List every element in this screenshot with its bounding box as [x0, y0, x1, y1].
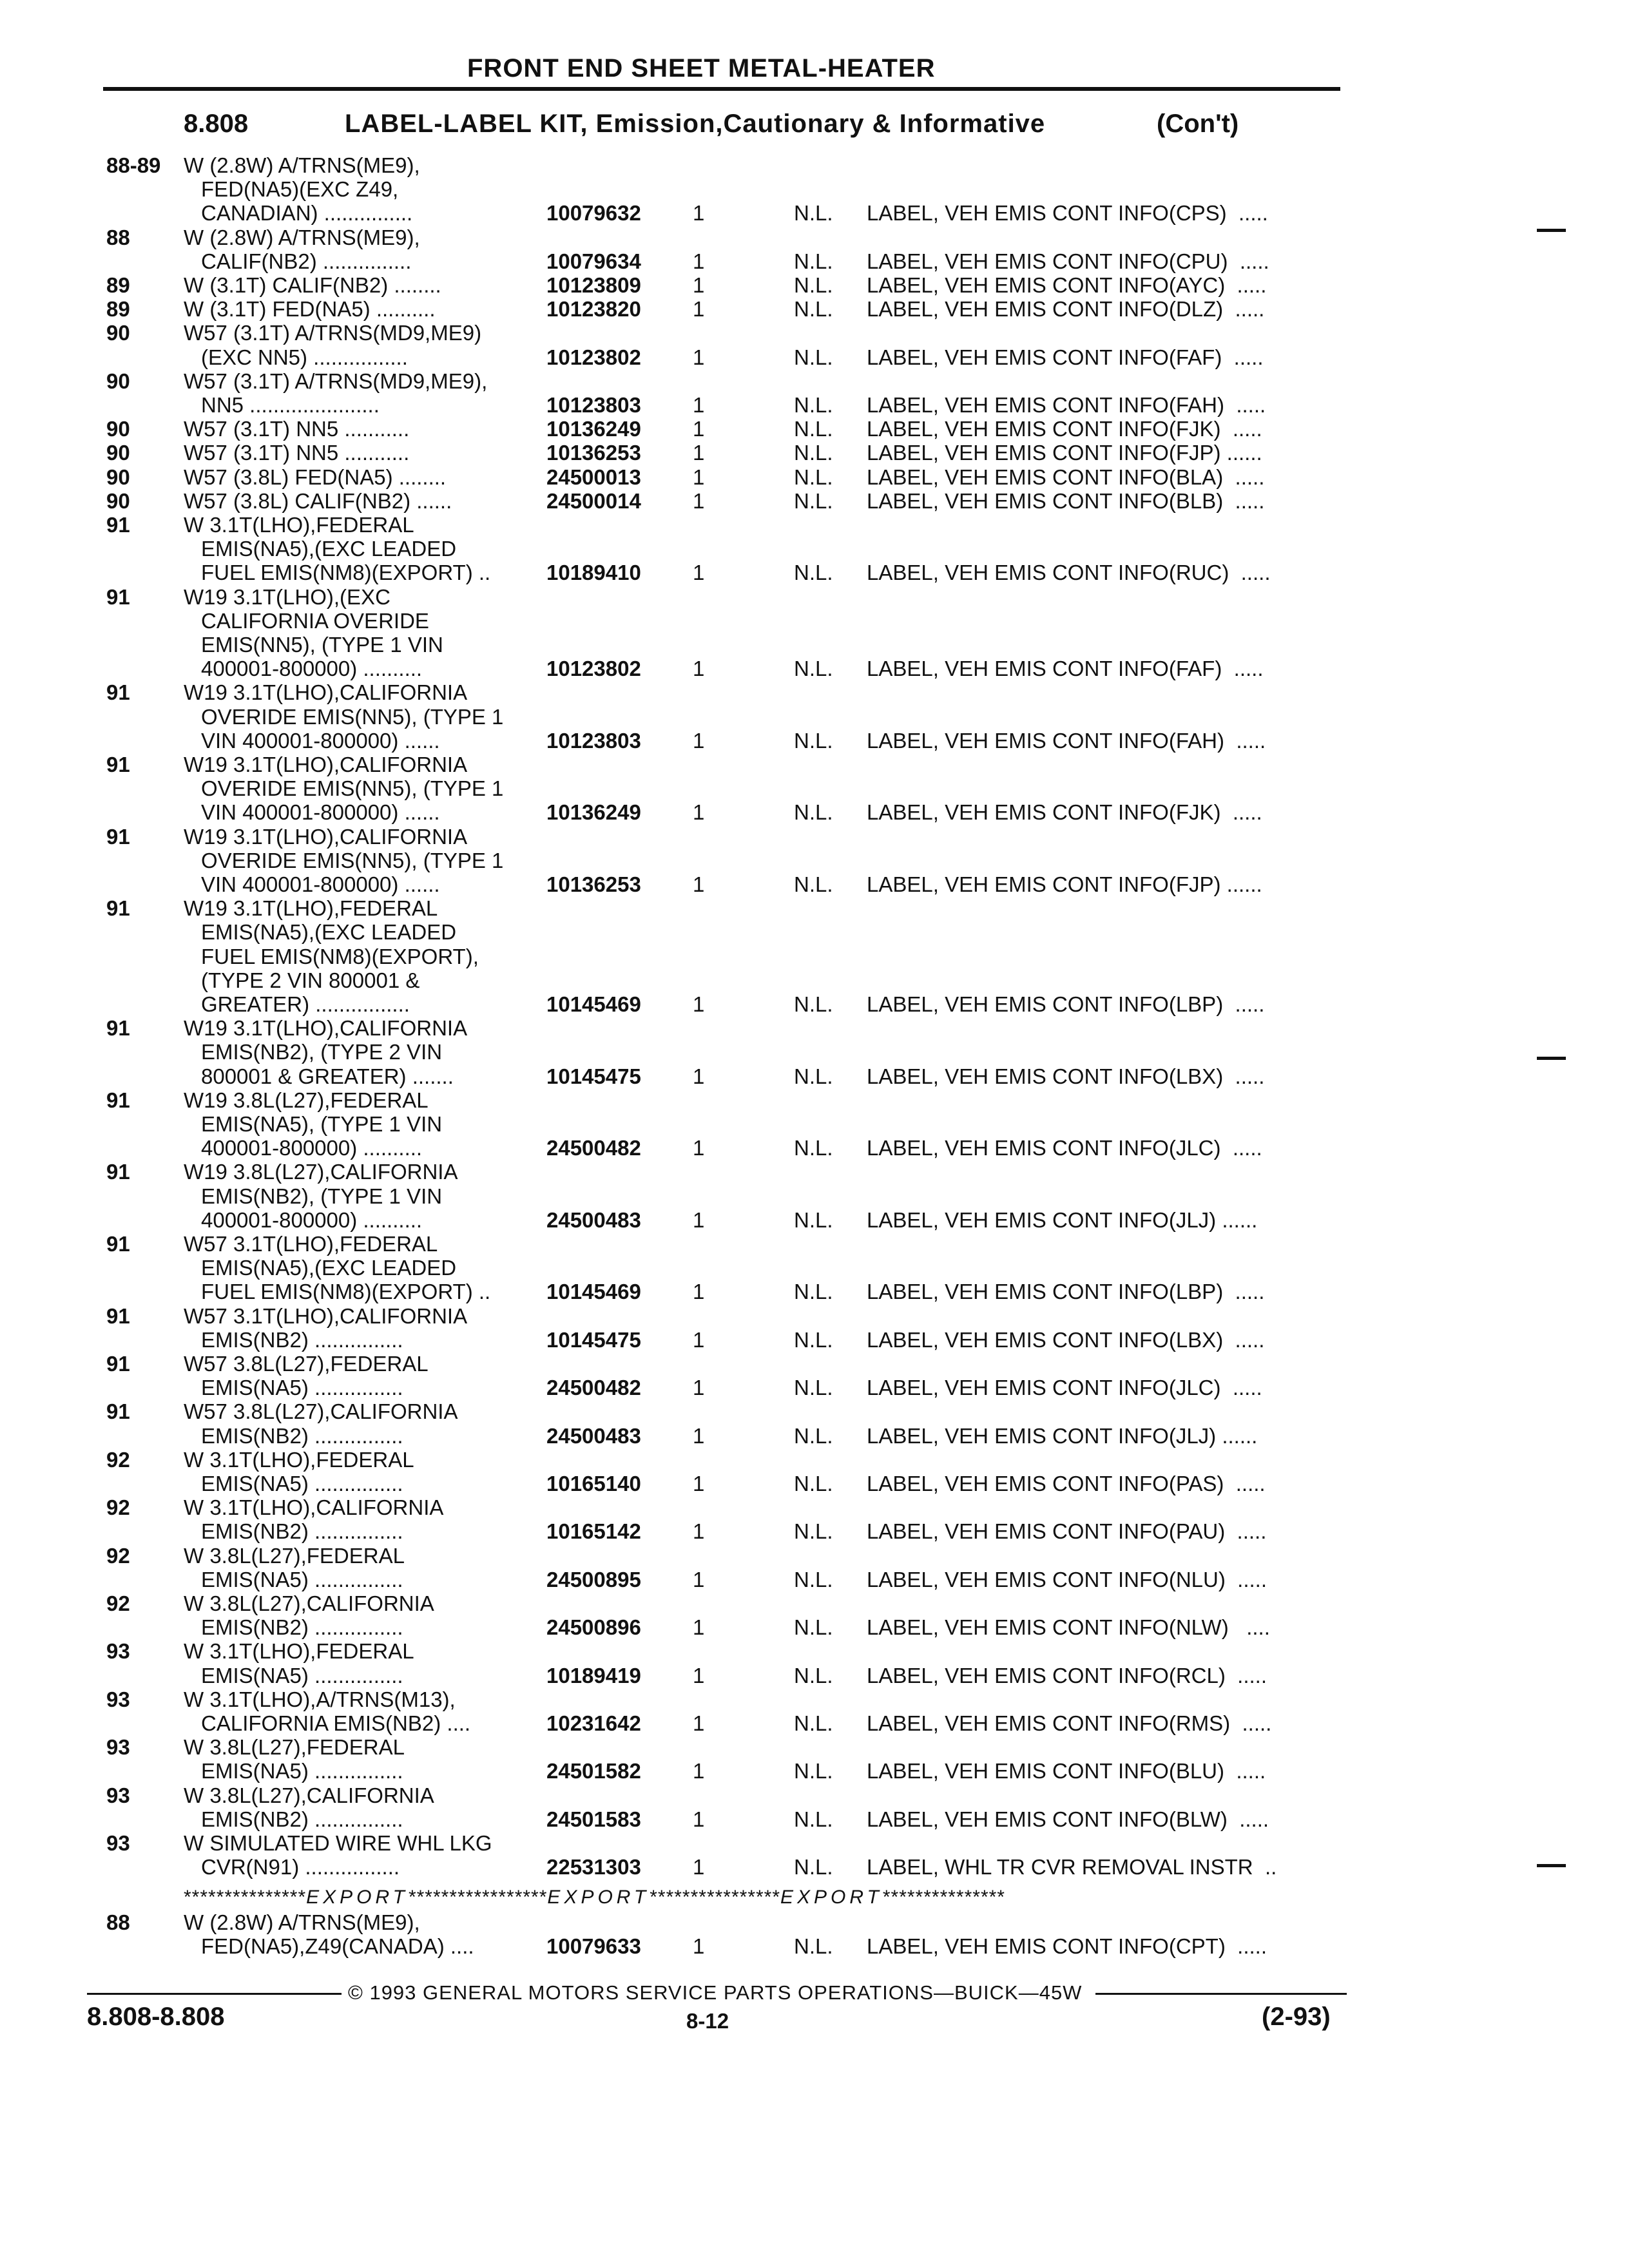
section-number: 8.808 [184, 110, 249, 138]
part-name: LABEL, VEH EMIS CONT INFO(JLC) ..... [867, 1376, 1262, 1400]
description-line: 800001 & GREATER) ....... [201, 1064, 454, 1088]
description-line: W57 (3.8L) CALIF(NB2) ...... [184, 488, 452, 513]
part-number: 10165140 [546, 1472, 641, 1495]
margin-mark [1537, 229, 1566, 232]
ref-code: N.L. [794, 1711, 833, 1735]
quantity: 1 [693, 1423, 705, 1448]
quantity: 1 [693, 728, 705, 753]
quantity: 1 [693, 273, 705, 297]
model-year: 91 [106, 1088, 130, 1112]
quantity: 1 [693, 1136, 705, 1160]
description-line: EMIS(NB2) ............... [201, 1615, 403, 1640]
ref-code: N.L. [794, 657, 833, 681]
quantity: 1 [693, 1759, 705, 1783]
part-number: 24501583 [546, 1807, 641, 1831]
margin-mark [1537, 1864, 1566, 1867]
description-line: W57 3.1T(LHO),CALIFORNIA [184, 1303, 468, 1328]
ref-code: N.L. [794, 992, 833, 1016]
part-name: LABEL, VEH EMIS CONT INFO(CPT) ..... [867, 1934, 1267, 1959]
part-number: 24500896 [546, 1615, 641, 1640]
part-name: LABEL, VEH EMIS CONT INFO(LBX) ..... [867, 1064, 1265, 1088]
description-line: EMIS(NA5) ............... [201, 1663, 403, 1687]
description-line: EMIS(NA5),(EXC LEADED [201, 920, 457, 945]
description-line: FED(NA5),Z49(CANADA) .... [201, 1934, 474, 1959]
part-number: 24500895 [546, 1567, 641, 1591]
model-year: 89 [106, 273, 130, 297]
model-year: 90 [106, 321, 130, 345]
description-line: W19 3.8L(L27),CALIFORNIA [184, 1160, 458, 1184]
ref-code: N.L. [794, 441, 833, 465]
part-name: LABEL, VEH EMIS CONT INFO(JLJ) ...... [867, 1423, 1258, 1448]
part-number: 10165142 [546, 1519, 641, 1544]
part-name: LABEL, VEH EMIS CONT INFO(LBP) ..... [867, 1280, 1265, 1304]
part-name: LABEL, VEH EMIS CONT INFO(PAS) ..... [867, 1472, 1266, 1495]
footer-rule-left [87, 1993, 342, 1995]
description-line: EMIS(NB2) ............... [201, 1519, 403, 1544]
ref-code: N.L. [794, 345, 833, 369]
model-year: 92 [106, 1591, 130, 1615]
model-year: 91 [106, 680, 130, 705]
description-line: W (2.8W) A/TRNS(ME9), [184, 225, 420, 249]
ref-code: N.L. [794, 201, 833, 226]
part-number: 10123802 [546, 345, 641, 369]
footer-rule-right [1095, 1993, 1347, 1995]
part-name: LABEL, VEH EMIS CONT INFO(FAF) ..... [867, 657, 1264, 681]
description-line: W57 (3.1T) A/TRNS(MD9,ME9) [184, 321, 482, 345]
ref-code: N.L. [794, 1327, 833, 1352]
model-year: 92 [106, 1447, 130, 1472]
quantity: 1 [693, 1934, 705, 1959]
description-line: W19 3.1T(LHO),FEDERAL [184, 896, 438, 921]
quantity: 1 [693, 1567, 705, 1591]
model-year: 93 [106, 1783, 130, 1807]
quantity: 1 [693, 297, 705, 322]
quantity: 1 [693, 488, 705, 513]
model-year: 91 [106, 513, 130, 537]
description-line: W (2.8W) A/TRNS(ME9), [184, 1910, 420, 1934]
footer-date-code: (2-93) [1262, 2003, 1331, 2031]
description-line: EMIS(NN5), (TYPE 1 VIN [201, 633, 443, 657]
ref-code: N.L. [794, 1807, 833, 1831]
ref-code: N.L. [794, 561, 833, 585]
description-line: W19 3.1T(LHO),CALIFORNIA [184, 753, 468, 776]
description-line: W (3.1T) CALIF(NB2) ........ [184, 273, 441, 297]
quantity: 1 [693, 1519, 705, 1544]
model-year: 91 [106, 1016, 130, 1041]
part-number: 10079634 [546, 249, 641, 273]
quantity: 1 [693, 1663, 705, 1687]
description-line: W57 (3.1T) NN5 ........... [184, 441, 410, 465]
part-name: LABEL, VEH EMIS CONT INFO(PAU) ..... [867, 1519, 1267, 1544]
description-line: W19 3.1T(LHO),(EXC [184, 584, 390, 609]
description-line: EMIS(NA5),(EXC LEADED [201, 1256, 457, 1280]
ref-code: N.L. [794, 1376, 833, 1400]
quantity: 1 [693, 393, 705, 417]
part-name: LABEL, VEH EMIS CONT INFO(LBX) ..... [867, 1327, 1265, 1352]
ref-code: N.L. [794, 488, 833, 513]
section-continued: (Con't) [1157, 110, 1239, 138]
part-number: 10136249 [546, 800, 641, 825]
description-line: CANADIAN) ............... [201, 201, 413, 226]
model-year: 91 [106, 1232, 130, 1256]
description-line: (TYPE 2 VIN 800001 & [201, 968, 420, 992]
part-name: LABEL, VEH EMIS CONT INFO(BLA) ..... [867, 465, 1265, 489]
ref-code: N.L. [794, 872, 833, 896]
quantity: 1 [693, 561, 705, 585]
description-line: W19 3.8L(L27),FEDERAL [184, 1088, 429, 1112]
model-year: 88-89 [106, 153, 161, 177]
description-line: EMIS(NA5) ............... [201, 1567, 403, 1591]
footer-page-number: 8-12 [686, 2009, 729, 2033]
part-number: 10136253 [546, 872, 641, 896]
quantity: 1 [693, 1327, 705, 1352]
part-name: LABEL, VEH EMIS CONT INFO(BLU) ..... [867, 1759, 1266, 1783]
part-number: 10231642 [546, 1711, 641, 1735]
description-line: 400001-800000) .......... [201, 1136, 423, 1160]
description-line: EMIS(NB2) ............... [201, 1327, 403, 1352]
ref-code: N.L. [794, 1064, 833, 1088]
part-number: 10145475 [546, 1327, 641, 1352]
description-line: VIN 400001-800000) ...... [201, 800, 440, 825]
model-year: 93 [106, 1639, 130, 1664]
model-year: 91 [106, 1160, 130, 1184]
part-name: LABEL, VEH EMIS CONT INFO(DLZ) ..... [867, 297, 1265, 322]
description-line: W SIMULATED WIRE WHL LKG [184, 1831, 492, 1855]
part-number: 10123809 [546, 273, 641, 297]
ref-code: N.L. [794, 1423, 833, 1448]
description-line: W 3.8L(L27),FEDERAL [184, 1543, 405, 1568]
model-year: 93 [106, 1831, 130, 1855]
part-number: 10136249 [546, 417, 641, 441]
part-name: LABEL, VEH EMIS CONT INFO(FAH) ..... [867, 728, 1266, 753]
ref-code: N.L. [794, 728, 833, 753]
part-name: LABEL, VEH EMIS CONT INFO(FJP) ...... [867, 872, 1262, 896]
part-number: 10136253 [546, 441, 641, 465]
part-name: LABEL, WHL TR CVR REMOVAL INSTR .. [867, 1855, 1277, 1879]
part-number: 10145469 [546, 992, 641, 1016]
part-number: 24500482 [546, 1136, 641, 1160]
part-name: LABEL, VEH EMIS CONT INFO(NLU) ..... [867, 1567, 1268, 1591]
quantity: 1 [693, 872, 705, 896]
description-line: EMIS(NA5) ............... [201, 1759, 403, 1783]
description-line: OVERIDE EMIS(NN5), (TYPE 1 [201, 848, 504, 872]
description-line: W57 3.1T(LHO),FEDERAL [184, 1232, 438, 1256]
part-name: LABEL, VEH EMIS CONT INFO(BLW) ..... [867, 1807, 1269, 1831]
ref-code: N.L. [794, 417, 833, 441]
description-line: GREATER) ................ [201, 992, 410, 1016]
description-line: FUEL EMIS(NM8)(EXPORT) .. [201, 1280, 491, 1304]
quantity: 1 [693, 441, 705, 465]
part-name: LABEL, VEH EMIS CONT INFO(RMS) ..... [867, 1711, 1272, 1735]
quantity: 1 [693, 1280, 705, 1304]
model-year: 89 [106, 297, 130, 322]
part-name: LABEL, VEH EMIS CONT INFO(JLC) ..... [867, 1136, 1262, 1160]
description-line: VIN 400001-800000) ...... [201, 728, 440, 753]
description-line: EMIS(NA5) ............... [201, 1376, 403, 1400]
model-year: 91 [106, 753, 130, 776]
part-number: 10145475 [546, 1064, 641, 1088]
part-number: 24500014 [546, 488, 641, 513]
description-line: FED(NA5)(EXC Z49, [201, 177, 399, 202]
description-line: CALIFORNIA OVERIDE [201, 608, 429, 633]
model-year: 88 [106, 1910, 130, 1934]
description-line: NN5 ...................... [201, 393, 380, 417]
quantity: 1 [693, 1711, 705, 1735]
model-year: 93 [106, 1687, 130, 1711]
footer-copyright: © 1993 GENERAL MOTORS SERVICE PARTS OPERATIONS—BUICK—45W [348, 1981, 1083, 2004]
ref-code: N.L. [794, 465, 833, 489]
part-number: 10079633 [546, 1934, 641, 1959]
part-number: 24501582 [546, 1759, 641, 1783]
part-name: LABEL, VEH EMIS CONT INFO(CPS) ..... [867, 201, 1268, 226]
description-line: W19 3.1T(LHO),CALIFORNIA [184, 1016, 468, 1041]
ref-code: N.L. [794, 249, 833, 273]
ref-code: N.L. [794, 1472, 833, 1495]
model-year: 91 [106, 1352, 130, 1376]
part-name: LABEL, VEH EMIS CONT INFO(RUC) ..... [867, 561, 1271, 585]
quantity: 1 [693, 1807, 705, 1831]
description-line: OVERIDE EMIS(NN5), (TYPE 1 [201, 776, 504, 801]
part-number: 10079632 [546, 201, 641, 226]
part-number: 10145469 [546, 1280, 641, 1304]
part-name: LABEL, VEH EMIS CONT INFO(FAH) ..... [867, 393, 1266, 417]
part-name: LABEL, VEH EMIS CONT INFO(FJK) ..... [867, 417, 1262, 441]
description-line: EMIS(NB2) ............... [201, 1807, 403, 1831]
description-line: W 3.1T(LHO),A/TRNS(M13), [184, 1687, 456, 1711]
quantity: 1 [693, 465, 705, 489]
description-line: FUEL EMIS(NM8)(EXPORT) .. [201, 561, 491, 585]
part-name: LABEL, VEH EMIS CONT INFO(BLB) ..... [867, 488, 1265, 513]
ref-code: N.L. [794, 1136, 833, 1160]
part-name: LABEL, VEH EMIS CONT INFO(NLW) .... [867, 1615, 1270, 1640]
model-year: 91 [106, 1399, 130, 1424]
part-number: 24500482 [546, 1376, 641, 1400]
ref-code: N.L. [794, 1615, 833, 1640]
part-number: 22531303 [546, 1855, 641, 1879]
part-number: 10123802 [546, 657, 641, 681]
quantity: 1 [693, 201, 705, 226]
part-name: LABEL, VEH EMIS CONT INFO(FJP) ...... [867, 441, 1262, 465]
model-year: 90 [106, 441, 130, 465]
ref-code: N.L. [794, 1855, 833, 1879]
description-line: W 3.1T(LHO),FEDERAL [184, 513, 414, 537]
part-name: LABEL, VEH EMIS CONT INFO(LBP) ..... [867, 992, 1265, 1016]
model-year: 90 [106, 465, 130, 489]
description-line: EMIS(NB2), (TYPE 1 VIN [201, 1184, 443, 1208]
model-year: 93 [106, 1735, 130, 1760]
description-line: W19 3.1T(LHO),CALIFORNIA [184, 824, 468, 849]
description-line: EMIS(NA5) ............... [201, 1472, 403, 1495]
ref-code: N.L. [794, 1207, 833, 1232]
description-line: W57 3.8L(L27),CALIFORNIA [184, 1399, 458, 1424]
quantity: 1 [693, 417, 705, 441]
quantity: 1 [693, 1615, 705, 1640]
section-title: LABEL-LABEL KIT, Emission,Cautionary & Informative [345, 110, 1046, 138]
description-line: W (2.8W) A/TRNS(ME9), [184, 153, 420, 177]
description-line: W57 (3.1T) NN5 ........... [184, 417, 410, 441]
ref-code: N.L. [794, 1934, 833, 1959]
quantity: 1 [693, 992, 705, 1016]
quantity: 1 [693, 345, 705, 369]
description-line: W19 3.1T(LHO),CALIFORNIA [184, 680, 468, 705]
ref-code: N.L. [794, 800, 833, 825]
description-line: W 3.1T(LHO),FEDERAL [184, 1447, 414, 1472]
page-title: FRONT END SHEET METAL-HEATER [467, 54, 936, 82]
model-year: 90 [106, 417, 130, 441]
part-name: LABEL, VEH EMIS CONT INFO(CPU) ..... [867, 249, 1269, 273]
model-year: 90 [106, 369, 130, 393]
export-divider: ***************EXPORT*****************EXPORT****************EXPORT*************** [184, 1887, 1005, 1908]
part-number: 10123803 [546, 393, 641, 417]
description-line: 400001-800000) .......... [201, 1207, 423, 1232]
part-name: LABEL, VEH EMIS CONT INFO(JLJ) ...... [867, 1207, 1258, 1232]
quantity: 1 [693, 1064, 705, 1088]
ref-code: N.L. [794, 1280, 833, 1304]
model-year: 91 [106, 824, 130, 849]
description-line: EMIS(NB2) ............... [201, 1423, 403, 1448]
description-line: W57 (3.8L) FED(NA5) ........ [184, 465, 447, 489]
part-number: 10189419 [546, 1663, 641, 1687]
description-line: W 3.1T(LHO),FEDERAL [184, 1639, 414, 1664]
ref-code: N.L. [794, 1519, 833, 1544]
description-line: W 3.8L(L27),CALIFORNIA [184, 1591, 434, 1615]
margin-mark [1537, 1057, 1566, 1060]
part-number: 24500483 [546, 1207, 641, 1232]
description-line: FUEL EMIS(NM8)(EXPORT), [201, 944, 479, 968]
quantity: 1 [693, 1207, 705, 1232]
ref-code: N.L. [794, 1663, 833, 1687]
part-name: LABEL, VEH EMIS CONT INFO(RCL) ..... [867, 1663, 1268, 1687]
part-number: 10189410 [546, 561, 641, 585]
quantity: 1 [693, 1472, 705, 1495]
description-line: CALIF(NB2) ............... [201, 249, 412, 273]
model-year: 88 [106, 225, 130, 249]
description-line: W57 3.8L(L27),FEDERAL [184, 1352, 429, 1376]
description-line: (EXC NN5) ................ [201, 345, 408, 369]
part-name: LABEL, VEH EMIS CONT INFO(FAF) ..... [867, 345, 1264, 369]
quantity: 1 [693, 657, 705, 681]
ref-code: N.L. [794, 297, 833, 322]
part-name: LABEL, VEH EMIS CONT INFO(AYC) ..... [867, 273, 1267, 297]
model-year: 92 [106, 1495, 130, 1520]
part-number: 10123820 [546, 297, 641, 322]
description-line: CVR(N91) ................ [201, 1855, 400, 1879]
description-line: VIN 400001-800000) ...... [201, 872, 440, 896]
quantity: 1 [693, 1376, 705, 1400]
top-rule [103, 87, 1340, 91]
model-year: 91 [106, 896, 130, 921]
ref-code: N.L. [794, 1567, 833, 1591]
ref-code: N.L. [794, 1759, 833, 1783]
ref-code: N.L. [794, 273, 833, 297]
description-line: EMIS(NB2), (TYPE 2 VIN [201, 1040, 443, 1064]
description-line: W57 (3.1T) A/TRNS(MD9,ME9), [184, 369, 488, 393]
part-name: LABEL, VEH EMIS CONT INFO(FJK) ..... [867, 800, 1262, 825]
description-line: EMIS(NA5),(EXC LEADED [201, 537, 457, 561]
part-number: 24500013 [546, 465, 641, 489]
quantity: 1 [693, 1855, 705, 1879]
quantity: 1 [693, 249, 705, 273]
description-line: CALIFORNIA EMIS(NB2) .... [201, 1711, 471, 1735]
model-year: 91 [106, 1303, 130, 1328]
description-line: EMIS(NA5), (TYPE 1 VIN [201, 1112, 443, 1136]
description-line: W 3.8L(L27),CALIFORNIA [184, 1783, 434, 1807]
description-line: 400001-800000) .......... [201, 657, 423, 681]
quantity: 1 [693, 800, 705, 825]
description-line: W 3.1T(LHO),CALIFORNIA [184, 1495, 444, 1520]
part-number: 24500483 [546, 1423, 641, 1448]
ref-code: N.L. [794, 393, 833, 417]
model-year: 92 [106, 1543, 130, 1568]
model-year: 91 [106, 584, 130, 609]
description-line: W 3.8L(L27),FEDERAL [184, 1735, 405, 1760]
description-line: OVERIDE EMIS(NN5), (TYPE 1 [201, 704, 504, 729]
model-year: 90 [106, 488, 130, 513]
footer-section-range: 8.808-8.808 [87, 2003, 225, 2031]
part-number: 10123803 [546, 728, 641, 753]
description-line: W (3.1T) FED(NA5) .......... [184, 297, 436, 322]
